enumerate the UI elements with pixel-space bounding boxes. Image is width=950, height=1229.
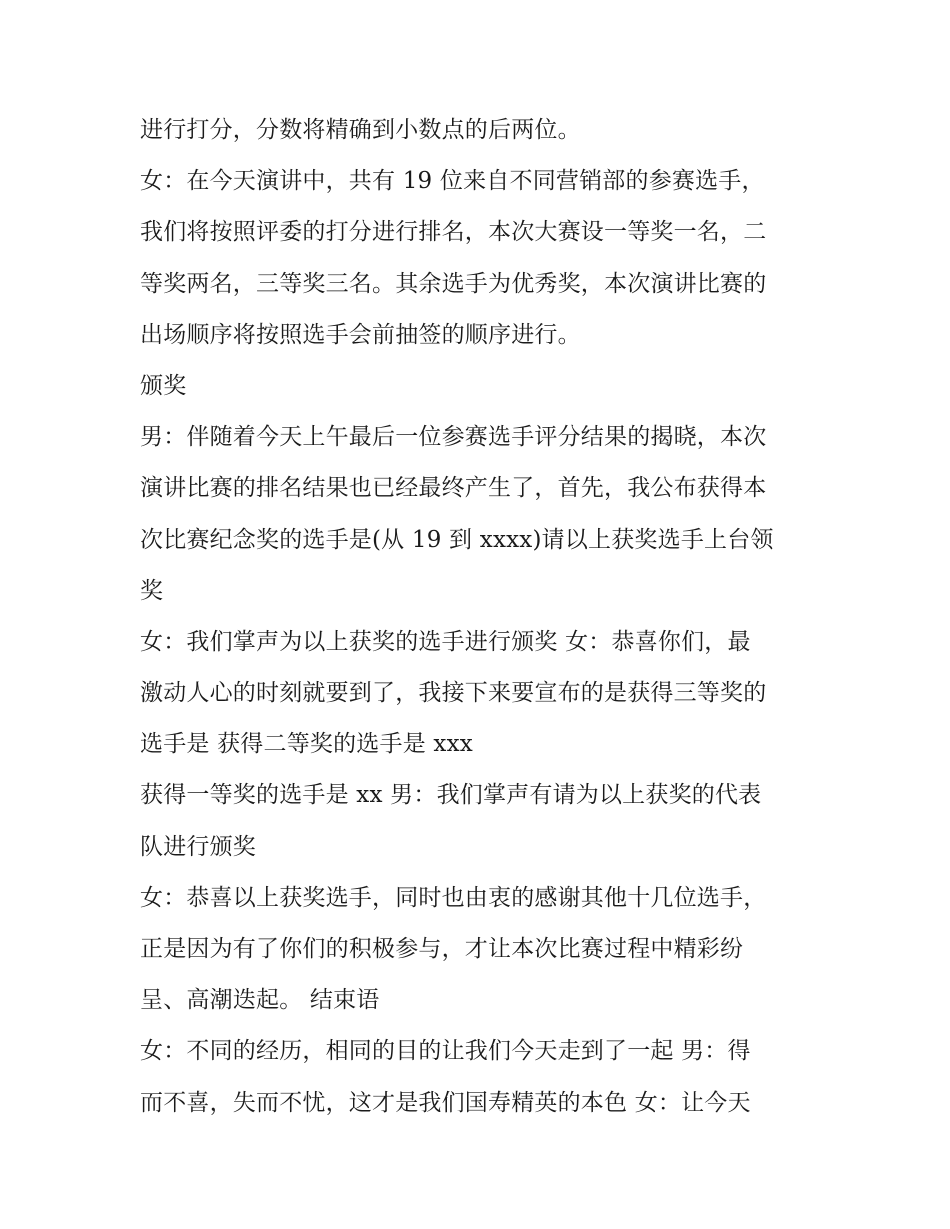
text-line: 女：恭喜以上获奖选手，同时也由衷的感谢其他十几位选手， [140,884,767,911]
text-line: 而不喜，失而不忧，这才是我们国寿精英的本色 女：让今天 [140,1089,751,1116]
text-line: 选手是 获得二等奖的选手是 xxx [140,731,473,758]
text-line: 正是因为有了你们的积极参与，才让本次比赛过程中精彩纷 [140,936,744,962]
section-heading-awards: 颁奖 [140,372,187,399]
text-line: 进行打分，分数将精确到小数点的后两位。 [140,117,581,143]
text-line: 激动人心的时刻就要到了，我接下来要宣布的是获得三等奖的 [140,680,767,707]
document-text-body [140,105,830,1129]
text-line: 我们将按照评委的打分进行排名，本次大赛设一等奖一名，二 [140,219,767,246]
text-line: 女：在今天演讲中，共有 19 位来自不同营销部的参赛选手， [140,168,765,195]
text-line: 等奖两名，三等奖三名。其余选手为优秀奖，本次演讲比赛的 [140,270,767,297]
text-line: 次比赛纪念奖的选手是(从 19 到 xxxx)请以上获奖选手上台领 [140,526,774,553]
text-line: 呈、高潮迭起。 结束语 [140,987,380,1014]
text-line: 演讲比赛的排名结果也已经最终产生了，首先，我公布获得本 [140,475,767,502]
text-line: 奖 [140,577,164,604]
text-line: 女：不同的经历，相同的目的让我们今天走到了一起 男：得 [140,1038,751,1065]
text-line: 女：我们掌声为以上获奖的选手进行颁奖 女：恭喜你们，最 [140,628,751,655]
text-line: 队进行颁奖 [140,833,256,860]
text-line: 出场顺序将按照选手会前抽签的顺序进行。 [140,321,581,348]
text-line: 男：伴随着今天上午最后一位参赛选手评分结果的揭晓，本次 [140,424,767,451]
text-line: 获得一等奖的选手是 xx 男：我们掌声有请为以上获奖的代表 [140,782,762,809]
